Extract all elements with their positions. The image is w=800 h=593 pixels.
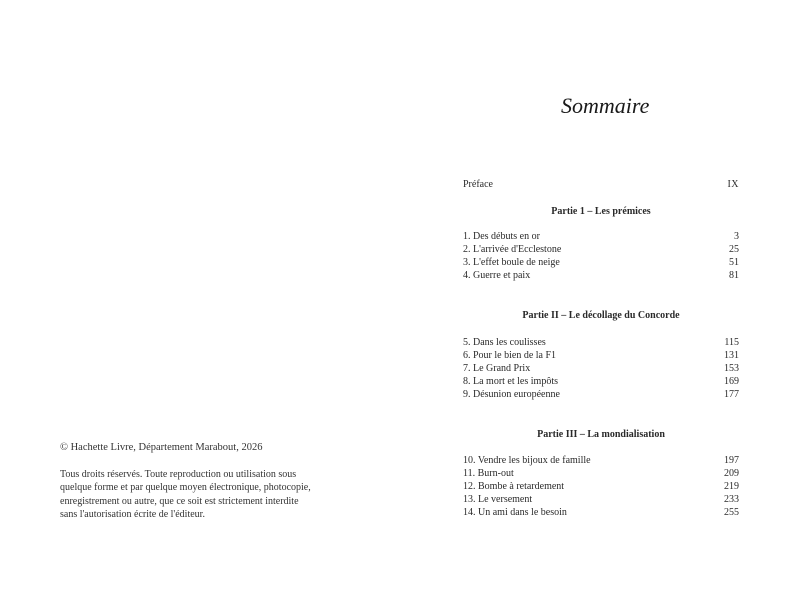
toc-row — [463, 349, 739, 362]
toc-page-number: 197 — [724, 455, 739, 466]
toc-row — [463, 480, 739, 493]
rights-line: enregistrement ou autre, que ce soit est strictement interdite — [60, 495, 299, 507]
toc-label: 13. Le versement — [463, 494, 533, 505]
toc-label: 1. Des débuts en or — [463, 231, 540, 242]
toc-row — [463, 506, 739, 519]
toc-part-2-chapters — [463, 336, 739, 401]
toc-preface — [463, 178, 739, 191]
toc-row — [463, 388, 739, 401]
toc-row — [463, 454, 739, 467]
toc-label: 8. La mort et les impôts — [463, 376, 558, 387]
toc-page-number: 219 — [724, 481, 739, 492]
toc-page-number: 115 — [724, 337, 739, 348]
toc-part-3 — [463, 428, 739, 441]
copyright-notice: © Hachette Livre, Département Marabout, 2026 — [60, 442, 263, 453]
toc-label: 3. L'effet boule de neige — [463, 257, 560, 268]
part-heading: Partie III – La mondialisation — [537, 429, 665, 440]
toc-page-number: 169 — [724, 376, 739, 387]
toc-row — [463, 493, 739, 506]
toc-page-number: 255 — [724, 507, 739, 518]
part-heading: Partie 1 – Les prémices — [551, 206, 651, 217]
toc-row — [463, 178, 739, 191]
toc-label: 9. Désunion européenne — [463, 389, 560, 400]
toc-row — [463, 336, 739, 349]
toc-row — [463, 256, 739, 269]
toc-page-number: 81 — [729, 270, 739, 281]
toc-part-1 — [463, 205, 739, 218]
toc-part-2 — [463, 309, 739, 322]
toc-page-number: 51 — [729, 257, 739, 268]
toc-label: Préface — [463, 179, 493, 190]
toc-page-number: 177 — [724, 389, 739, 400]
toc-page-number: 209 — [724, 468, 739, 479]
toc-row — [463, 375, 739, 388]
part-heading: Partie II – Le décollage du Concorde — [522, 310, 680, 321]
toc-label: 14. Un ami dans le besoin — [463, 507, 567, 518]
toc-label: 4. Guerre et paix — [463, 270, 531, 281]
toc-row — [463, 243, 739, 256]
toc-label: 5. Dans les coulisses — [463, 337, 546, 348]
toc-page-number: 131 — [724, 350, 739, 361]
toc-row — [463, 269, 739, 282]
toc-part-3-chapters — [463, 454, 739, 519]
rights-line: sans l'autorisation écrite de l'éditeur. — [60, 508, 205, 520]
toc-page-number: IX — [727, 179, 739, 190]
toc-row — [463, 230, 739, 243]
rights-line: Tous droits réservés. Toute reproduction ou utilisation sous — [60, 469, 297, 480]
toc-label: 10. Vendre les bijoux de famille — [463, 455, 591, 466]
toc-page-number: 153 — [724, 363, 739, 374]
rights-notice — [60, 468, 350, 521]
toc-label: 6. Pour le bien de la F1 — [463, 350, 557, 361]
toc-row — [463, 467, 739, 480]
toc-page-number: 25 — [729, 244, 739, 255]
toc-page-number: 233 — [724, 494, 739, 505]
rights-line: quelque forme et par quelque moyen électronique, photocopie, — [60, 482, 311, 494]
toc-label: 12. Bombe à retardement — [463, 481, 565, 492]
toc-page-number: 3 — [734, 231, 739, 242]
toc-part-1-chapters — [463, 230, 739, 282]
right-page — [400, 0, 800, 593]
toc-row — [463, 362, 739, 375]
page-title: Sommaire — [561, 93, 650, 118]
toc-label: 7. Le Grand Prix — [463, 363, 531, 374]
toc-label: 2. L'arrivée d'Ecclestone — [463, 244, 562, 255]
toc-label: 11. Burn-out — [463, 468, 514, 479]
